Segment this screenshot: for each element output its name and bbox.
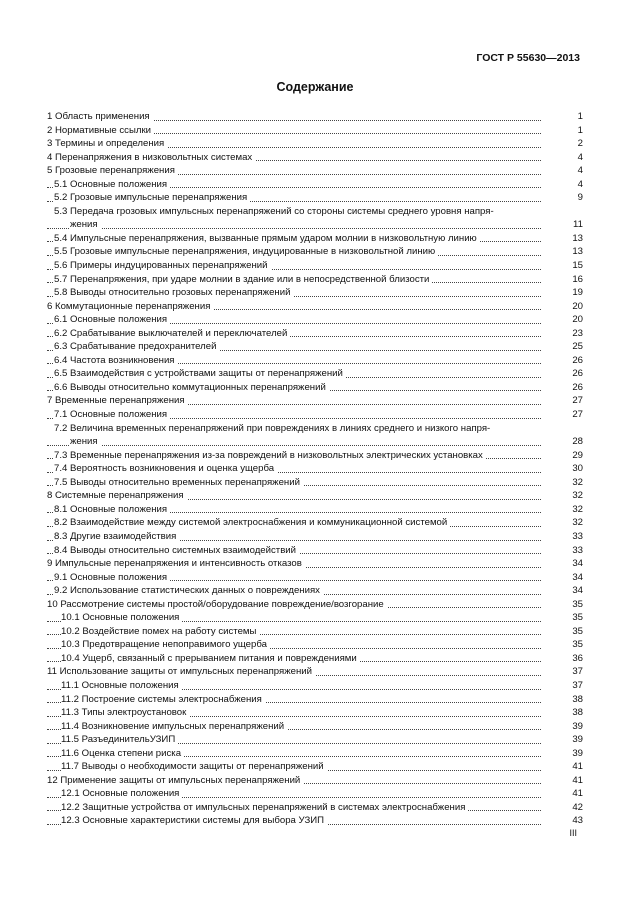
- toc-entry[interactable]: [47, 367, 583, 381]
- toc-entry[interactable]: [47, 611, 583, 625]
- toc-entry-page: 1: [577, 124, 583, 136]
- toc-entry-page: 32: [572, 490, 583, 502]
- toc-entry[interactable]: [47, 787, 583, 801]
- toc-entry-label: 11.6 Оценка степени риска: [61, 748, 184, 759]
- toc-entry[interactable]: [47, 476, 583, 490]
- toc-entry-page: 20: [572, 300, 583, 312]
- toc-entry-label: 8.2 Взаимодействие между системой электроснабжения и коммуникационной системой: [54, 517, 450, 528]
- toc-entry-label: 12.2 Защитные устройства от импульсных перенапряжений в системах электроснабжения: [61, 802, 468, 813]
- toc-entry-page: 37: [572, 679, 583, 691]
- toc-entry[interactable]: [47, 422, 583, 436]
- toc-entry-label: 6.1 Основные положения: [54, 314, 170, 325]
- toc-entry-label: 6 Коммутационные перенапряжения: [47, 301, 213, 312]
- toc-entry[interactable]: [47, 571, 583, 585]
- toc-entry-label: 7.1 Основные положения: [54, 409, 170, 420]
- toc-entry-page: 34: [572, 585, 583, 597]
- toc-entry-label: 11.2 Построение системы электроснабжения: [61, 694, 265, 705]
- toc-entry[interactable]: [47, 774, 583, 788]
- toc-entry-page: 1: [577, 111, 583, 122]
- toc-entry[interactable]: [47, 584, 583, 598]
- toc-entry-page: 35: [572, 598, 583, 610]
- toc-entry-page: 16: [572, 273, 583, 285]
- toc-entry[interactable]: [47, 598, 583, 612]
- toc-entry[interactable]: [47, 205, 583, 219]
- toc-entry-page: 37: [572, 666, 583, 678]
- toc-entry[interactable]: [47, 259, 583, 273]
- toc-entry-label: 7 Временные перенапряжения: [47, 395, 188, 406]
- toc-entry[interactable]: [47, 449, 583, 463]
- toc-entry-label: 8.1 Основные положения: [54, 504, 170, 515]
- toc-entry[interactable]: [47, 557, 583, 571]
- toc-entry[interactable]: [47, 394, 583, 408]
- toc-entry-label: 5.1 Основные положения: [54, 179, 170, 190]
- toc-entry[interactable]: [47, 544, 583, 558]
- toc-entry-label: 8.4 Выводы относительно системных взаимодействий: [54, 545, 299, 556]
- toc-entry[interactable]: [47, 706, 583, 720]
- toc-entry-label: 8 Системные перенапряжения: [47, 490, 187, 501]
- toc-entry-page: 33: [572, 544, 583, 556]
- toc-entry-page: 23: [572, 327, 583, 339]
- toc-entry-page: 27: [572, 409, 583, 421]
- table-of-contents: [47, 110, 583, 828]
- toc-entry-label: 11.5 РазъединительУЗИП: [61, 734, 178, 745]
- toc-entry-page: 13: [572, 232, 583, 244]
- toc-entry[interactable]: [47, 286, 583, 300]
- page-title: Содержание: [276, 80, 354, 94]
- toc-entry[interactable]: [47, 489, 583, 503]
- toc-entry-page: 36: [572, 652, 583, 664]
- toc-entry[interactable]: [47, 218, 583, 232]
- toc-entry-page: 38: [572, 693, 583, 705]
- toc-entry[interactable]: [47, 381, 583, 395]
- toc-entry[interactable]: [47, 340, 583, 354]
- toc-entry[interactable]: [47, 435, 583, 449]
- toc-entry-page: 38: [572, 707, 583, 719]
- toc-entry-label: 5.4 Импульсные перенапряжения, вызванные прямым ударом молнии в низковольтную линию: [54, 233, 480, 244]
- toc-entry-label: 11 Использование защиты от импульсных перенапряжений: [47, 666, 315, 677]
- toc-entry-label: 5.7 Перенапряжения, при ударе молнии в здание или в непосредственной близости: [54, 274, 432, 285]
- toc-entry-page: 28: [572, 436, 583, 448]
- toc-entry[interactable]: [47, 693, 583, 707]
- toc-entry-label: 2 Нормативные ссылки: [47, 125, 154, 136]
- toc-entry-label: жения: [70, 436, 101, 447]
- toc-entry-label: 6.3 Срабатывание предохранителей: [54, 341, 219, 352]
- toc-entry[interactable]: [47, 516, 583, 530]
- toc-entry-page: 2: [577, 138, 583, 150]
- toc-entry-label: 5.2 Грозовые импульсные перенапряжения: [54, 192, 250, 203]
- toc-entry-page: 35: [572, 612, 583, 624]
- toc-entry-label: 1 Область применения: [47, 111, 153, 122]
- toc-entry-label: 5.3 Передача грозовых импульсных перенапряжений со стороны системы среднего уровня напря-: [54, 206, 497, 217]
- toc-entry[interactable]: [47, 164, 583, 178]
- toc-entry[interactable]: [47, 747, 583, 761]
- toc-entry-page: 4: [577, 151, 583, 163]
- toc-entry-page: 43: [572, 815, 583, 827]
- toc-entry[interactable]: [47, 733, 583, 747]
- toc-entry-page: 32: [572, 503, 583, 515]
- toc-entry-label: 12.3 Основные характеристики системы для выбора УЗИП: [61, 815, 327, 826]
- toc-entry-label: 5.6 Примеры индуцированных перенапряжений: [54, 260, 271, 271]
- toc-entry-page: 29: [572, 449, 583, 461]
- toc-entry-page: 32: [572, 517, 583, 529]
- toc-entry-page: 25: [572, 341, 583, 353]
- toc-entry-label: 8.3 Другие взаимодействия: [54, 531, 179, 542]
- toc-entry[interactable]: [47, 720, 583, 734]
- toc-entry-page: 26: [572, 354, 583, 366]
- toc-entry-label: 11.3 Типы электроустановок: [61, 707, 189, 718]
- toc-entry-page: 41: [572, 761, 583, 773]
- toc-entry[interactable]: [47, 462, 583, 476]
- toc-entry-label: 11.1 Основные положения: [61, 680, 182, 691]
- toc-entry-page: 33: [572, 530, 583, 542]
- toc-entry-page: 30: [572, 463, 583, 475]
- toc-entry-page: 35: [572, 625, 583, 637]
- toc-entry-page: 20: [572, 314, 583, 326]
- toc-entry-label: 6.6 Выводы относительно коммутационных перенапряжений: [54, 382, 329, 393]
- toc-entry-label: 7.2 Величина временных перенапряжений при повреждениях в линиях среднего и низкого напря-: [54, 423, 493, 434]
- toc-entry-label: 5.8 Выводы относительно грозовых перенапряжений: [54, 287, 293, 298]
- page-number: III: [569, 828, 577, 838]
- toc-entry[interactable]: [47, 110, 583, 124]
- toc-entry[interactable]: [47, 151, 583, 165]
- toc-entry[interactable]: [47, 814, 583, 828]
- toc-entry-label: 9 Импульсные перенапряжения и интенсивность отказов: [47, 558, 305, 569]
- toc-entry-label: 9.2 Использование статистических данных о повреждениях: [54, 585, 323, 596]
- toc-entry-page: 34: [572, 571, 583, 583]
- toc-entry-page: 11: [573, 219, 583, 231]
- toc-entry-page: 39: [572, 734, 583, 746]
- toc-entry-label: 12.1 Основные положения: [61, 788, 182, 799]
- toc-entry-label: 10.4 Ущерб, связанный с прерыванием питания и повреждениями: [61, 653, 360, 664]
- toc-entry[interactable]: [47, 665, 583, 679]
- toc-entry-page: 26: [572, 381, 583, 393]
- toc-entry-label: 7.5 Выводы относительно временных перенапряжений: [54, 477, 303, 488]
- toc-entry[interactable]: [47, 191, 583, 205]
- toc-entry-label: 7.3 Временные перенапряжения из-за повреждений в низковольтных электрических установках: [54, 450, 486, 461]
- toc-entry-label: 3 Термины и определения: [47, 138, 167, 149]
- dot-leader: [47, 228, 541, 229]
- toc-entry[interactable]: [47, 638, 583, 652]
- toc-entry-page: 41: [572, 788, 583, 800]
- toc-entry-label: 10.3 Предотвращение непоправимого ущерба: [61, 639, 270, 650]
- toc-entry-page: 42: [572, 801, 583, 813]
- toc-entry[interactable]: [47, 503, 583, 517]
- toc-entry-page: 4: [577, 165, 583, 177]
- toc-entry[interactable]: [47, 273, 583, 287]
- toc-entry-page: 34: [572, 558, 583, 570]
- toc-entry-page: 15: [572, 260, 583, 272]
- toc-entry-label: 5.5 Грозовые импульсные перенапряжения, индуцированные в низковольтной линию: [54, 246, 438, 257]
- toc-entry-page: 39: [572, 720, 583, 732]
- toc-entry-page: 27: [572, 395, 583, 407]
- toc-entry[interactable]: [47, 232, 583, 246]
- toc-entry[interactable]: [47, 327, 583, 341]
- standard-code: ГОСТ Р 55630—2013: [476, 52, 580, 64]
- toc-entry[interactable]: [47, 760, 583, 774]
- toc-entry[interactable]: [47, 124, 583, 138]
- toc-entry-page: 13: [572, 246, 583, 258]
- toc-entry-page: 39: [572, 747, 583, 759]
- toc-entry[interactable]: [47, 137, 583, 151]
- toc-entry-label: 6.2 Срабатывание выключателей и переключателей: [54, 328, 290, 339]
- toc-entry[interactable]: [47, 354, 583, 368]
- toc-entry-page: 9: [577, 192, 583, 204]
- toc-entry-label: 11.7 Выводы о необходимости защиты от перенапряжений: [61, 761, 327, 772]
- toc-entry-page: 41: [572, 774, 583, 786]
- toc-entry[interactable]: [47, 652, 583, 666]
- toc-entry[interactable]: [47, 178, 583, 192]
- toc-entry-label: 6.5 Взаимодействия с устройствами защиты от перенапряжений: [54, 368, 346, 379]
- toc-entry-label: 9.1 Основные положения: [54, 572, 170, 583]
- toc-entry-label: 6.4 Частота возникновения: [54, 355, 178, 366]
- toc-entry-label: 4 Перенапряжения в низковольтных системах: [47, 152, 255, 163]
- toc-entry-label: 10 Рассмотрение системы простой/оборудование повреждение/возгорание: [47, 599, 387, 610]
- toc-entry-label: 7.4 Вероятность возникновения и оценка ущерба: [54, 463, 277, 474]
- toc-entry[interactable]: [47, 530, 583, 544]
- toc-entry-label: 10.2 Воздействие помех на работу системы: [61, 626, 259, 637]
- toc-entry[interactable]: [47, 679, 583, 693]
- toc-entry[interactable]: [47, 801, 583, 815]
- toc-entry-label: 12 Применение защиты от импульсных перенапряжений: [47, 775, 303, 786]
- toc-entry-label: жения: [70, 219, 101, 230]
- toc-entry[interactable]: [47, 313, 583, 327]
- toc-entry-page: 35: [572, 639, 583, 651]
- toc-entry-page: 4: [577, 178, 583, 190]
- dot-leader: [47, 445, 541, 446]
- toc-entry-page: 26: [572, 368, 583, 380]
- toc-entry-label: 5 Грозовые перенапряжения: [47, 165, 178, 176]
- toc-entry[interactable]: [47, 625, 583, 639]
- toc-entry[interactable]: [47, 300, 583, 314]
- toc-entry-label: 10.1 Основные положения: [61, 612, 182, 623]
- toc-entry[interactable]: [47, 408, 583, 422]
- toc-entry-page: 19: [572, 287, 583, 299]
- toc-entry-label: 11.4 Возникновение импульсных перенапряжений: [61, 721, 287, 732]
- toc-entry-page: 32: [572, 476, 583, 488]
- toc-entry[interactable]: [47, 245, 583, 259]
